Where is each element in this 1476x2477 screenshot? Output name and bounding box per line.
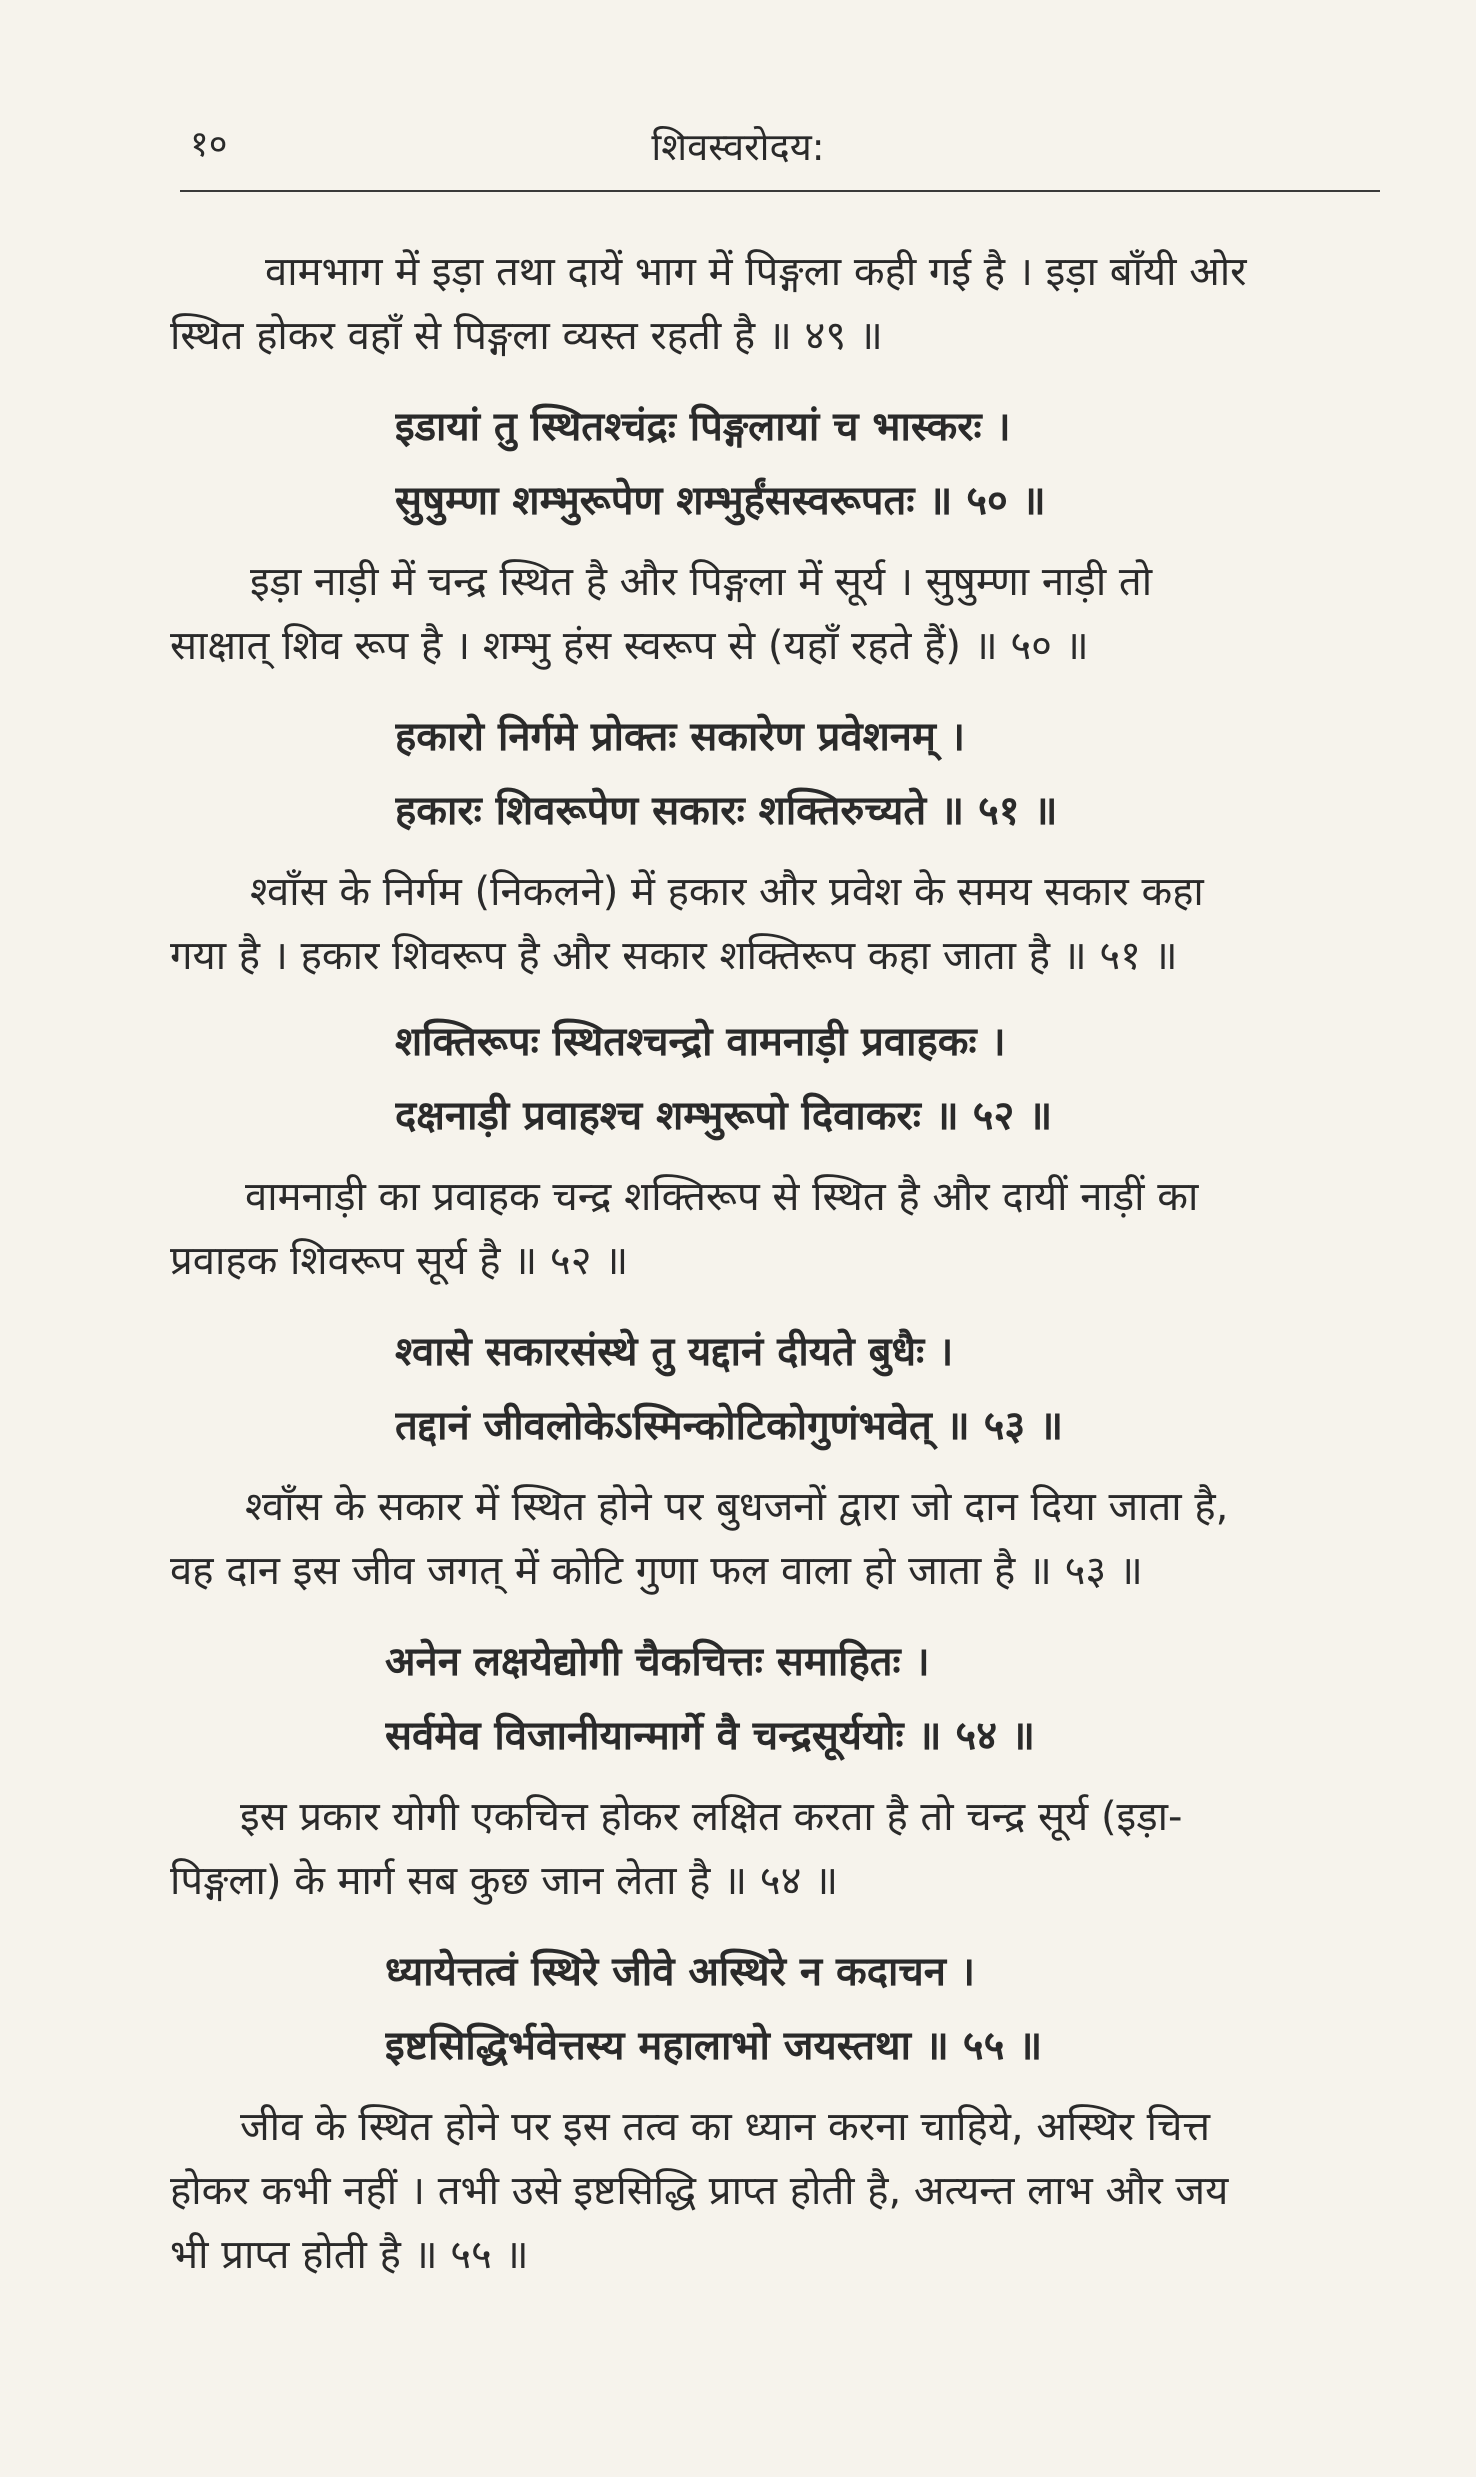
verse-line: हकारः शिवरूपेण सकारः शक्तिरुच्यते ॥ ५१ ॥ xyxy=(395,788,1058,834)
text-line: साक्षात् शिव रूप है । शम्भु हंस स्वरूप से (यहाँ रहते हैं) ॥ ५० ॥ xyxy=(170,623,1089,669)
verse-line: अनेन लक्षयेद्योगी चैकचित्तः समाहितः । xyxy=(385,1639,930,1685)
text-line: इड़ा नाड़ी में चन्द्र स्थित है और पिङ्गला में सूर्य । सुषुम्णा नाड़ी तो xyxy=(250,559,1153,605)
translation-49 xyxy=(170,240,1385,368)
verse-line: इष्टसिद्धिर्भवेत्तस्य महालाभो जयस्तथा ॥ ५५ ॥ xyxy=(385,2023,1043,2069)
verse-line: ध्यायेत्तत्वं स्थिरे जीवे अस्थिरे न कदाचन । xyxy=(385,1949,976,1995)
verse-54 xyxy=(385,1625,1345,1773)
verse-52 xyxy=(395,1005,1355,1153)
translation-54 xyxy=(170,1785,1385,1913)
text-line: श्वाँस के सकार में स्थित होने पर बुधजनों द्वारा जो दान दिया जाता है, xyxy=(245,1484,1229,1530)
verse-line: सर्वमेव विजानीयान्मार्गे वै चन्द्रसूर्ययोः ॥ ५४ ॥ xyxy=(385,1713,1035,1759)
verse-line: श्वासे सकारसंस्थे तु यद्दानं दीयते बुधैः । xyxy=(395,1329,954,1375)
text-line: पिङ्गला) के मार्ग सब कुछ जान लेता है ॥ ५४ ॥ xyxy=(170,1858,839,1904)
text-line: जीव के स्थित होने पर इस तत्व का ध्यान करना चाहिये, अस्थिर चित्त xyxy=(240,2104,1211,2150)
page-number: १० xyxy=(190,124,228,165)
text-line: स्थित होकर वहाँ से पिङ्गला व्यस्त रहती है ॥ ४९ ॥ xyxy=(170,313,883,359)
verse-line: दक्षनाड़ी प्रवाहश्च शम्भुरूपो दिवाकरः ॥ ५२ ॥ xyxy=(395,1093,1053,1139)
text-line: होकर कभी नहीं । तभी उसे इष्टसिद्धि प्राप्त होती है, अत्यन्त लाभ और जय xyxy=(170,2168,1229,2214)
verse-51 xyxy=(395,700,1355,848)
text-line: वामनाड़ी का प्रवाहक चन्द्र शक्तिरूप से स्थित है और दायीं नाड़ीं का xyxy=(245,1174,1199,1220)
text-line: गया है । हकार शिवरूप है और सकार शक्तिरूप कहा जाता है ॥ ५१ ॥ xyxy=(170,933,1178,979)
verse-line: इडायां तु स्थितश्चंद्रः पिङ्गलायां च भास्करः । xyxy=(395,404,1011,450)
verse-53 xyxy=(395,1315,1355,1463)
verse-line: तद्दानं जीवलोकेऽस्मिन्कोटिकोगुणंभवेत् ॥ ५३ ॥ xyxy=(395,1403,1064,1449)
verse-55 xyxy=(385,1935,1345,2083)
verse-line: शक्तिरूपः स्थितश्चन्द्रो वामनाड़ी प्रवाहकः । xyxy=(395,1019,1006,1065)
verse-50 xyxy=(395,390,1355,538)
text-line: वामभाग में इड़ा तथा दायें भाग में पिङ्गला कही गई है । इड़ा बाँयी ओर xyxy=(265,249,1247,295)
translation-50 xyxy=(170,550,1385,678)
verse-line: सुषुम्णा शम्भुरूपेण शम्भुर्हंसस्वरूपतः ॥ ५० ॥ xyxy=(395,478,1046,524)
translation-52 xyxy=(170,1165,1385,1293)
text-line: श्वाँस के निर्गम (निकलने) में हकार और प्रवेश के समय सकार कहा xyxy=(250,869,1204,915)
header-rule xyxy=(180,190,1380,192)
running-title: शिवस्वरोदय: xyxy=(651,125,825,169)
translation-51 xyxy=(170,860,1385,988)
text-line: इस प्रकार योगी एकचित्त होकर लक्षित करता है तो चन्द्र सूर्य (इड़ा- xyxy=(240,1794,1183,1840)
text-line: वह दान इस जीव जगत् में कोटि गुणा फल वाला हो जाता है ॥ ५३ ॥ xyxy=(170,1548,1143,1594)
translation-53 xyxy=(170,1475,1385,1603)
translation-55 xyxy=(170,2095,1385,2287)
verse-line: हकारो निर्गमे प्रोक्तः सकारेण प्रवेशनम् । xyxy=(395,714,965,760)
text-line: भी प्राप्त होती है ॥ ५५ ॥ xyxy=(170,2232,529,2278)
text-line: प्रवाहक शिवरूप सूर्य है ॥ ५२ ॥ xyxy=(170,1238,629,1284)
